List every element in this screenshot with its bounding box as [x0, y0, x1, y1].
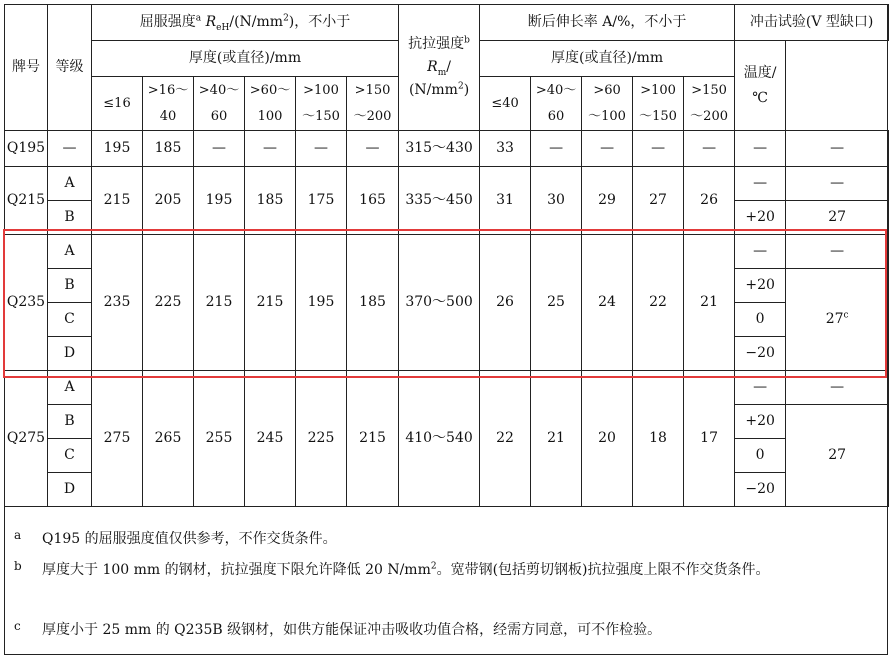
quality-cell: D	[48, 337, 92, 371]
elong-cell: 25	[531, 235, 582, 371]
yield-cell: —	[347, 131, 399, 167]
temp-label-2: ℃	[752, 89, 768, 106]
temp-cell: —	[735, 235, 786, 269]
yield-cell: 255	[194, 371, 245, 507]
grade-cell: Q195	[5, 131, 48, 167]
yield-thickness-label: 厚度(或直径)/mm	[92, 41, 399, 77]
elong-cell: 26	[684, 167, 735, 235]
table-row-q275-a	[5, 371, 889, 405]
grade-header: 牌号	[5, 5, 48, 131]
elong-cell: 21	[684, 235, 735, 371]
tensile-cell: 370～500	[399, 235, 480, 371]
footnote-mark: b	[14, 559, 22, 573]
elong-cell: 20	[582, 371, 633, 507]
footnote-b	[14, 559, 872, 582]
table-row-q235-a	[5, 235, 889, 269]
yield-unit-post: )，不小于	[288, 14, 351, 30]
quality-cell: —	[48, 131, 92, 167]
yield-cell: 275	[92, 371, 143, 507]
elong-cell: 31	[480, 167, 531, 235]
yield-range-2: >16～ 40	[143, 77, 194, 131]
yield-cell: —	[296, 131, 347, 167]
temp-cell: −20	[735, 473, 786, 507]
quality-header: 等级	[48, 5, 92, 131]
yield-symbol-sub: eH	[216, 22, 230, 33]
elong-range-5: >150 ～200	[684, 77, 735, 131]
footnote-a	[14, 528, 872, 551]
yield-cell: 175	[296, 167, 347, 235]
quality-cell: A	[48, 167, 92, 201]
temperature-header	[735, 41, 786, 131]
footnote-text-pre: 厚度大于 100 mm 的钢材，抗拉强度下限允许降低 20 N/mm	[42, 562, 431, 578]
yield-range-1: ≤16	[92, 77, 143, 131]
tensile-symbol: R	[427, 59, 438, 75]
tensile-title: 抗拉强度	[408, 36, 465, 52]
yield-cell: 245	[245, 371, 296, 507]
tensile-slash: /	[446, 59, 451, 75]
tensile-unit-post: )	[463, 82, 470, 98]
elong-cell: 29	[582, 167, 633, 235]
footnote-text: Q195 的屈服强度值仅供参考，不作交货条件。	[42, 531, 337, 547]
energy-cell: 27	[786, 405, 889, 507]
yield-cell: 165	[347, 167, 399, 235]
footnote-c	[14, 619, 872, 642]
yield-cell: 215	[92, 167, 143, 235]
yield-cell: 215	[245, 235, 296, 371]
energy-cell	[786, 269, 889, 371]
elong-range-2: >40～ 60	[531, 77, 582, 131]
yield-cell: 225	[143, 235, 194, 371]
footnote-text: 厚度小于 25 mm 的 Q235B 级钢材，如供方能保证冲击吸收功值合格，经需方同意，可不作检验。	[42, 622, 662, 638]
yield-symbol: R	[205, 14, 217, 30]
yield-unit-pre: /(N/mm	[229, 14, 284, 30]
elong-cell: —	[531, 131, 582, 167]
elong-cell: 30	[531, 167, 582, 235]
yield-cell: 265	[143, 371, 194, 507]
energy-cell: —	[786, 235, 889, 269]
yield-cell: 195	[92, 131, 143, 167]
energy-value: 27	[825, 311, 844, 327]
energy-cell: 27	[786, 201, 889, 235]
note-mark-a: a	[195, 13, 202, 24]
yield-range-5: >100 ～150	[296, 77, 347, 131]
yield-range-6: >150 ～200	[347, 77, 399, 131]
yield-cell: 195	[296, 235, 347, 371]
elong-cell: 21	[531, 371, 582, 507]
elong-cell: 24	[582, 235, 633, 371]
footnote-sup: 2	[430, 561, 437, 572]
yield-cell: 185	[245, 167, 296, 235]
elong-range-1: ≤40	[480, 77, 531, 131]
elong-cell: 17	[684, 371, 735, 507]
header-row-1	[5, 5, 889, 41]
yield-cell: —	[245, 131, 296, 167]
note-mark-b: b	[464, 35, 470, 46]
tensile-unit-pre: (N/mm	[408, 82, 458, 98]
yield-range-3: >40～ 60	[194, 77, 245, 131]
tensile-cell: 410～540	[399, 371, 480, 507]
steel-grade-table	[4, 4, 889, 507]
yield-cell: 185	[143, 131, 194, 167]
elong-thickness-label: 厚度(或直径)/mm	[480, 41, 735, 77]
elong-cell: —	[684, 131, 735, 167]
footnote-mark: a	[14, 528, 22, 542]
footnote-mark: c	[14, 619, 21, 633]
tensile-cell: 315～430	[399, 131, 480, 167]
grade-cell: Q275	[5, 371, 48, 507]
yield-cell: 235	[92, 235, 143, 371]
quality-cell: B	[48, 201, 92, 235]
tensile-symbol-sub: m	[437, 67, 447, 78]
impact-test-header: 冲击试验(V 型缺口)	[735, 5, 889, 41]
footnotes	[4, 512, 888, 655]
yield-cell: 195	[194, 167, 245, 235]
yield-strength-header	[92, 5, 399, 41]
energy-cell: —	[786, 371, 889, 405]
footnote-text-post: 。宽带钢(包括剪切钢板)抗拉强度上限不作交货条件。	[436, 562, 770, 578]
elong-cell: —	[633, 131, 684, 167]
yield-cell: —	[194, 131, 245, 167]
energy-cell: —	[786, 131, 889, 167]
yield-cell: 185	[347, 235, 399, 371]
elong-cell: 18	[633, 371, 684, 507]
elong-range-3: >60 ～100	[582, 77, 633, 131]
temp-cell: —	[735, 131, 786, 167]
temp-cell: +20	[735, 405, 786, 439]
temp-cell: —	[735, 167, 786, 201]
temp-cell: −20	[735, 337, 786, 371]
temp-cell: 0	[735, 303, 786, 337]
yield-unit-sup: 2	[283, 13, 289, 24]
elong-cell: 26	[480, 235, 531, 371]
tensile-strength-header	[399, 5, 480, 131]
grade-cell: Q215	[5, 167, 48, 235]
quality-cell: B	[48, 405, 92, 439]
temp-cell: 0	[735, 439, 786, 473]
tensile-cell: 335～450	[399, 167, 480, 235]
elong-cell: 33	[480, 131, 531, 167]
temp-label-1: 温度/	[743, 64, 777, 81]
yield-cell: 215	[194, 235, 245, 371]
quality-cell: A	[48, 235, 92, 269]
yield-cell: 215	[347, 371, 399, 507]
temp-cell: +20	[735, 201, 786, 235]
elong-cell: 22	[633, 235, 684, 371]
tensile-unit-sup: 2	[457, 81, 464, 92]
yield-range-4: >60～ 100	[245, 77, 296, 131]
energy-cell: —	[786, 167, 889, 201]
elong-cell: —	[582, 131, 633, 167]
yield-cell: 225	[296, 371, 347, 507]
quality-cell: D	[48, 473, 92, 507]
elong-range-4: >100 ～150	[633, 77, 684, 131]
elongation-header: 断后伸长率 A/%，不小于	[480, 5, 735, 41]
grade-cell: Q235	[5, 235, 48, 371]
elong-cell: 22	[480, 371, 531, 507]
note-mark-c: c	[843, 310, 849, 321]
yield-cell: 205	[143, 167, 194, 235]
elong-cell: 27	[633, 167, 684, 235]
yield-title: 屈服强度	[139, 14, 196, 30]
table-row-q215-a	[5, 167, 889, 201]
quality-cell: C	[48, 439, 92, 473]
quality-cell: C	[48, 303, 92, 337]
temp-cell: —	[735, 371, 786, 405]
table-row-q195	[5, 131, 889, 167]
quality-cell: A	[48, 371, 92, 405]
quality-cell: B	[48, 269, 92, 303]
temp-cell: +20	[735, 269, 786, 303]
